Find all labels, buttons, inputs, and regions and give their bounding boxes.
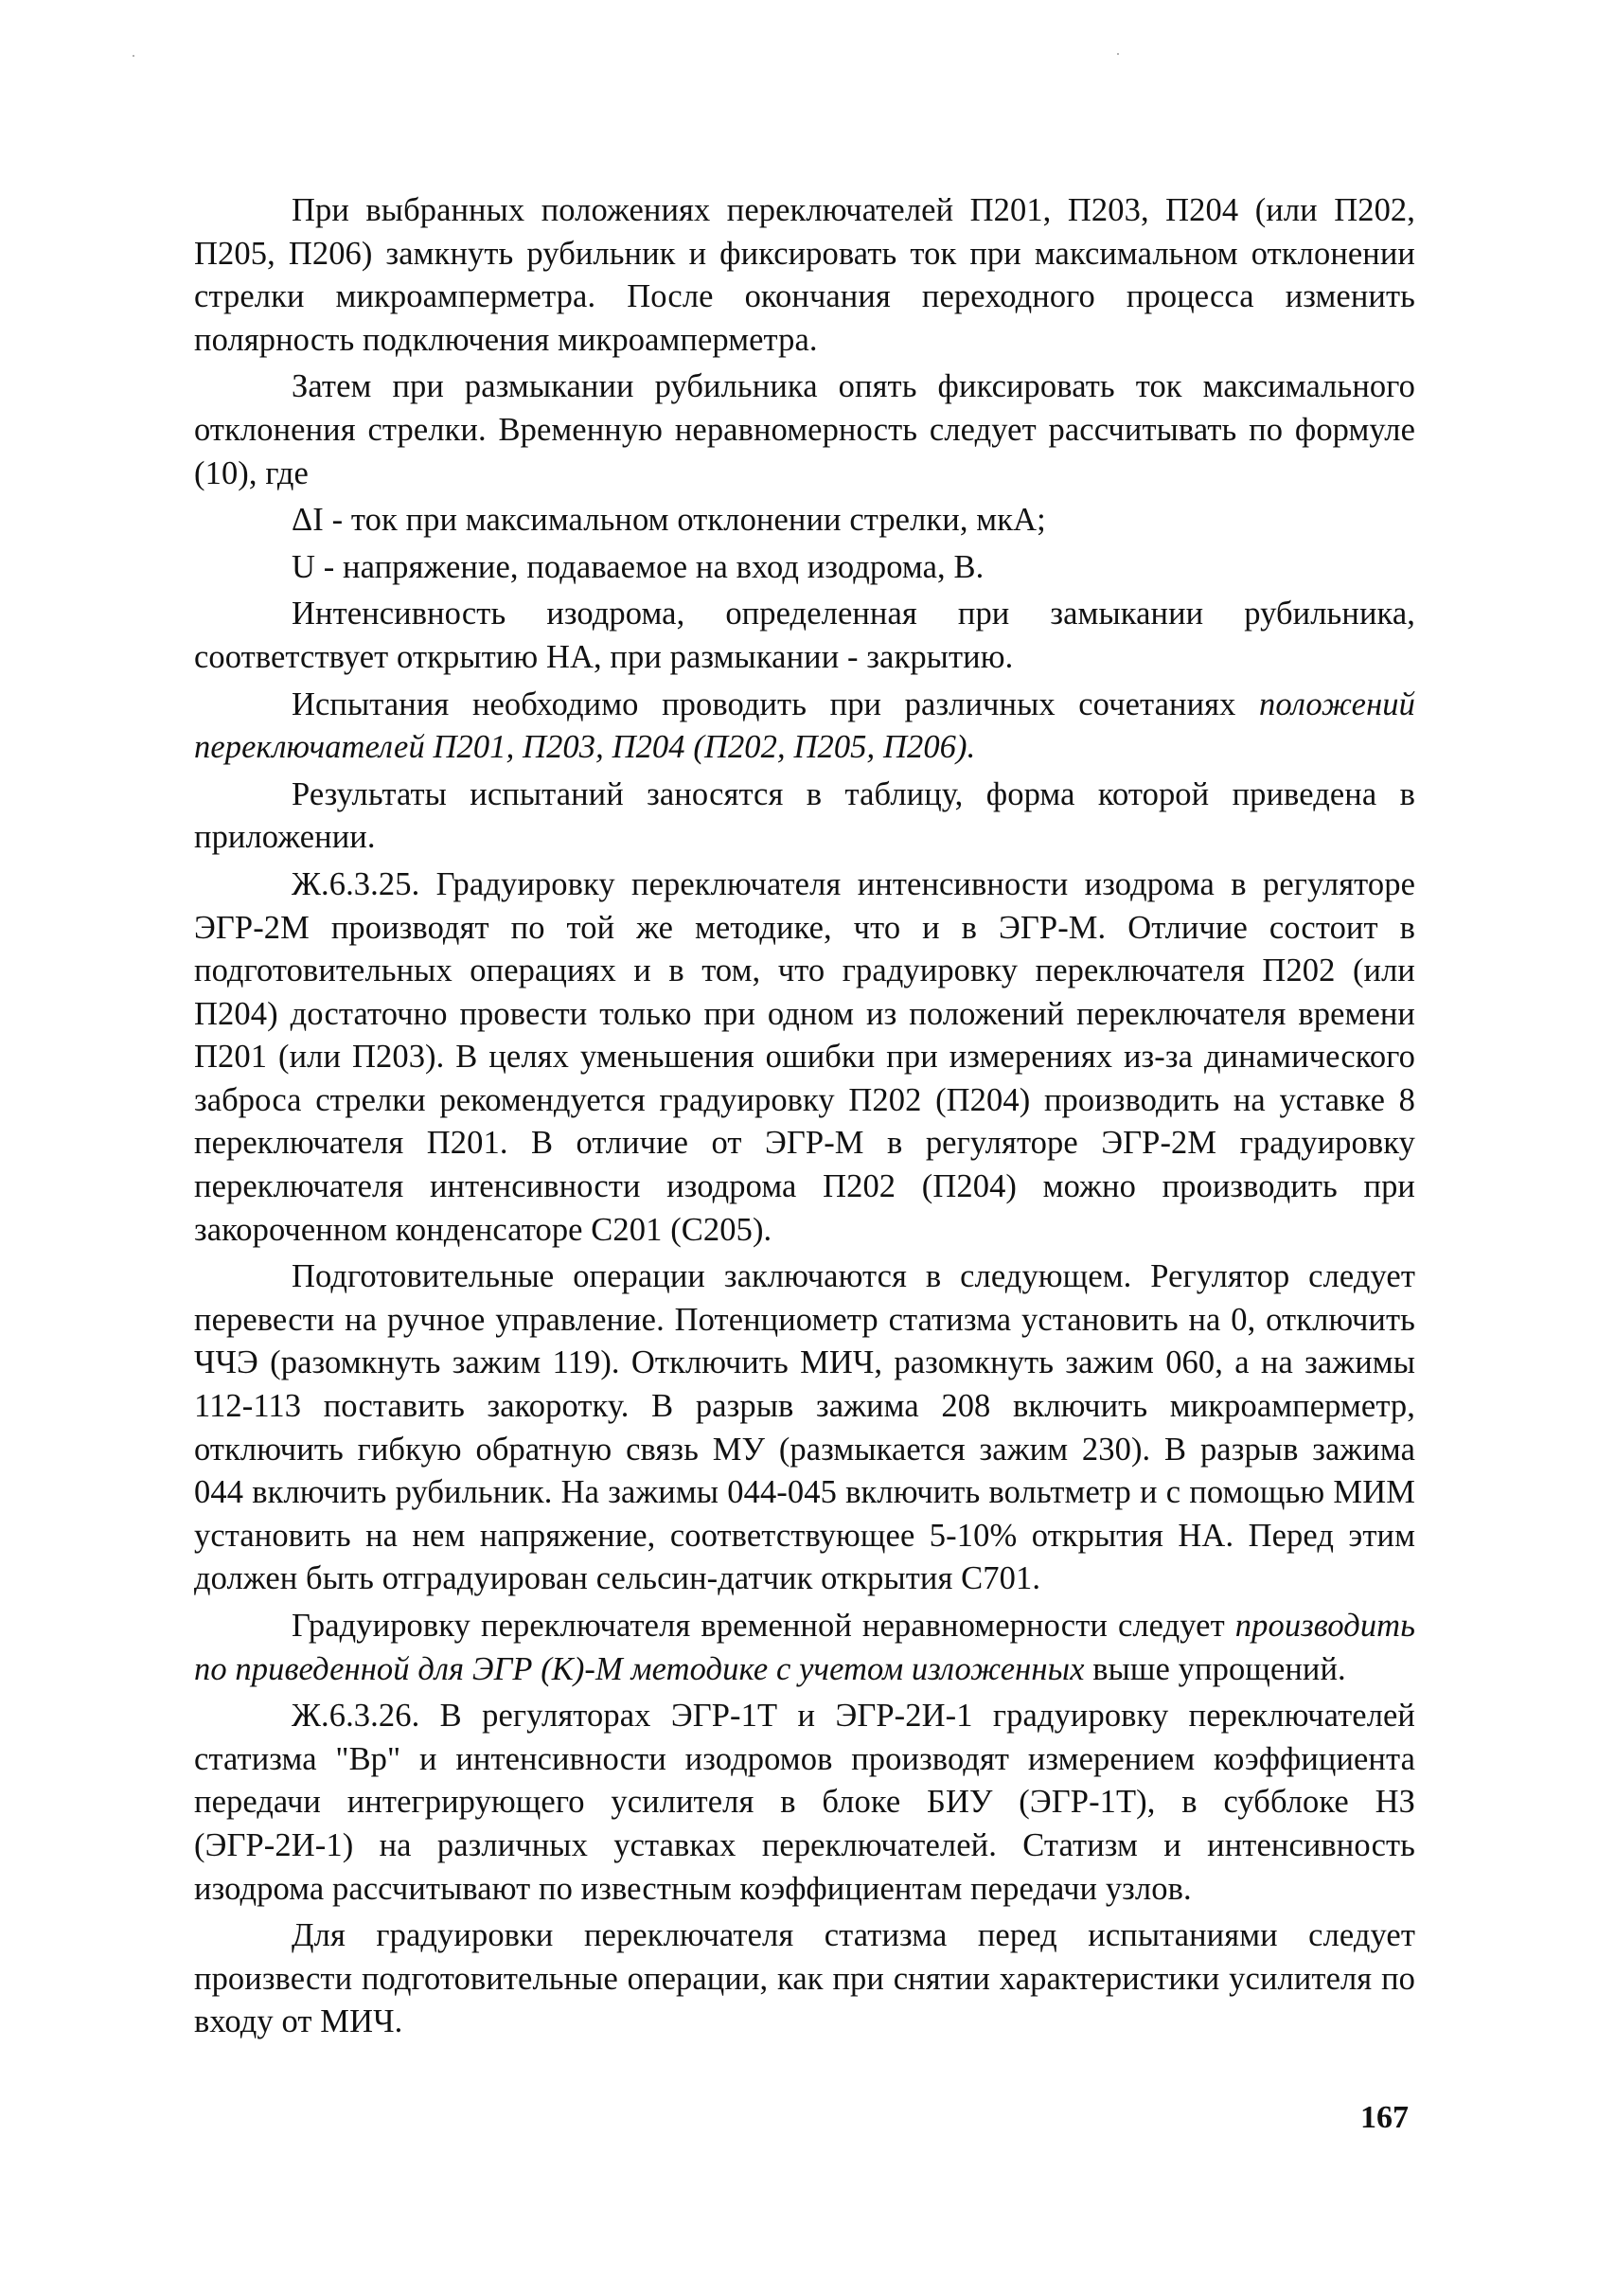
paragraph-open-switch: Затем при размыкании рубильника опять фиксировать ток максимального отклонения стрелки. Временную неравномерность следует рассчитывать по формуле (10), где xyxy=(194,368,1415,491)
scan-speck xyxy=(1117,53,1119,55)
paragraph-test-combinations xyxy=(194,684,1415,770)
test-combinations-italic: положений переключателей П201, П203, П204 (П202, П205, П206). xyxy=(194,685,1415,766)
paragraph-section-6-3-25: Ж.6.3.25. Градуировку переключателя интенсивности изодрома в регуляторе ЭГР-2М производят по той же методике, что и в ЭГР-М. Отличие состоит в подготовительных операциях и в том, что градуировку переключателя П202 (или П204) достаточно провести только при одном из положений переключателя времени П201 (или П203). В целях уменьшения ошибки при измерениях из-за динамического заброса стрелки рекомендуется градуировку П202 (П204) производить на уставке 8 переключателя П201. В отличие от ЭГР-М в регуляторе ЭГР-2М градуировку переключателя интенсивности изодрома П202 (П204) можно производить при закороченном конденсаторе С201 (С205). xyxy=(194,865,1415,1248)
formula-term-delta-i: ΔI - ток при максимальном отклонении стрелки, мкА; xyxy=(292,502,1046,539)
time-nonuniformity-italic: производить по приведенной для ЭГР (К)-М методике с учетом изложенных xyxy=(194,1608,1415,1687)
paragraph-isodrome-intensity: Интенсивность изодрома, определенная при замыкании рубильника, соответствует открытию НА, при размыкании - закрытию. xyxy=(194,596,1415,675)
paragraph-results-table: Результаты испытаний заносятся в таблицу, форма которой приведена в приложении. xyxy=(194,775,1415,856)
scan-speck xyxy=(133,55,134,57)
paragraph-section-6-3-26: Ж.6.3.26. В регуляторах ЭГР-1Т и ЭГР-2И-1 градуировку переключателей статизма "Вр" и интенсивности изодромов производят измерением коэффициента передачи интегрирующего усилителя в блоке БИУ (ЭГР-1Т), в субблоке НЗ (ЭГР-2И-1) на различных уставках переключателей. Статизм и интенсивность изодрома рассчитывают по известным коэффициентам передачи узлов. xyxy=(194,1698,1415,1907)
page-body xyxy=(194,189,1415,2048)
paragraph-switch-positions: При выбранных положениях переключателей П201, П203, П204 (или П202, П205, П206) замкнуть рубильник и фиксировать ток при максимальном отклонении стрелки микроамперметра. После окончания переходного процесса изменить полярность подключения микроамперметра. xyxy=(194,192,1415,358)
time-nonuniformity-text: Градуировку переключателя временной неравномерности следует xyxy=(292,1608,1235,1644)
paragraph-statism-calibration: Для градуировки переключателя статизма перед испытаниями следует произвести подготовительные операции, как при снятии характеристики усилителя по входу от МИЧ. xyxy=(194,1917,1415,2040)
time-nonuniformity-tail: выше упрощений. xyxy=(1084,1650,1346,1687)
page-number: 167 xyxy=(1360,2100,1409,2135)
paragraph-time-nonuniformity xyxy=(194,1605,1415,1691)
formula-term-u: U - напряжение, подаваемое на вход изодрома, В. xyxy=(292,548,985,585)
test-combinations-text: Испытания необходимо проводить при различных сочетаниях xyxy=(292,685,1260,722)
paragraph-preparatory-operations: Подготовительные операции заключаются в следующем. Регулятор следует перевести на ручное управление. Потенциометр статизма установить на 0, отключить ЧЧЭ (разомкнуть зажим 119). Отключить МИЧ, разомкнуть зажим 060, а на зажимы 112-113 поставить закоротку. В разрыв зажима 208 включить микроамперметр, отключить гибкую обратную связь МУ (размыкается зажим 230). В разрыв зажима 044 включить рубильник. На зажимы 044-045 включить вольтметр и с помощью МИМ установить на нем напряжение, соответствующее 5-10% открытия НА. Перед этим должен быть отградуирован сельсин-датчик открытия С701. xyxy=(194,1258,1415,1597)
